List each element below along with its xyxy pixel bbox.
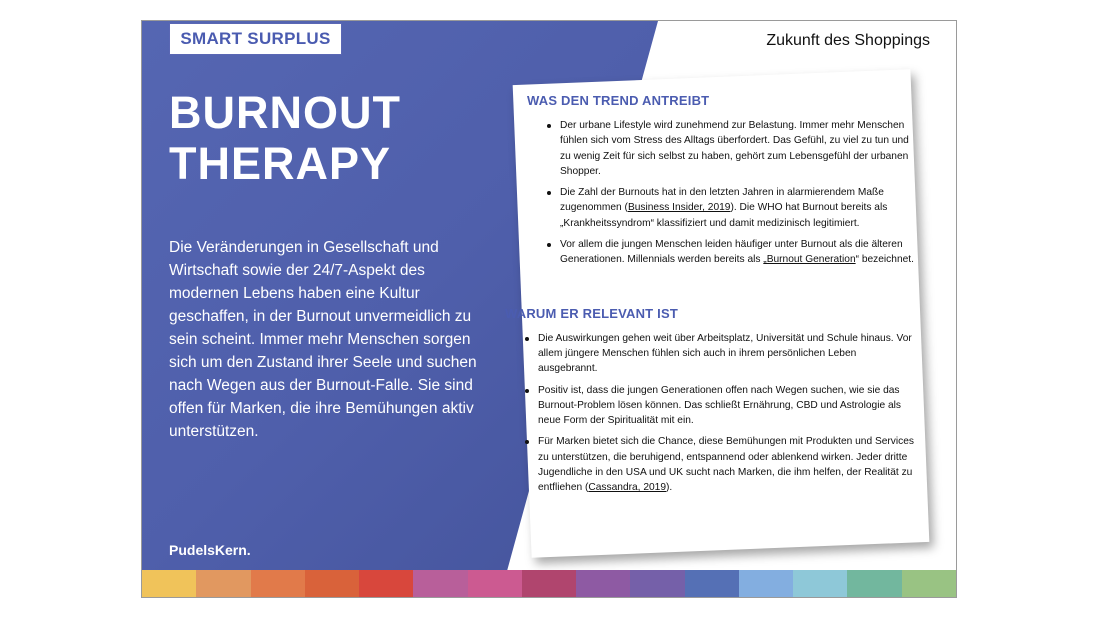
color-swatch (413, 570, 467, 597)
pudelskern-logo: PudelsKern. (169, 542, 251, 558)
source-link[interactable]: Cassandra, 2019 (588, 482, 666, 494)
color-swatch (847, 570, 901, 597)
text: Für Marken bietet sich die Chance, diese Bemühungen mit Produkten und Services zu unterstützen, die beruhigend, entspannend oder ablenkend wirken. Jeder dritte Jugendliche in den USA und UK sucht nach Marken, die ihm helfen, der Realität zu entfliehen ( (538, 436, 915, 494)
color-swatch (142, 570, 196, 597)
color-swatch (468, 570, 522, 597)
section-title: WARUM ER RELEVANT IST (505, 305, 678, 321)
color-swatch (902, 570, 956, 597)
main-title (169, 87, 401, 189)
bullet-list (527, 118, 925, 268)
list-item: Positiv ist, dass die jungen Generationen offen nach Wegen suchen, wie sie das Burnout-Problem lösen können. Das schließt Ernährung, CBD und Astrologie als neue Form der Spiritualität mit ein. (538, 383, 925, 429)
card-content (505, 93, 925, 502)
text: Vor allem die jungen Menschen leiden häufiger unter Burnout als die älteren Generationen. Millennials werden bereits als (560, 239, 903, 266)
source-link[interactable]: Business Insider, 2019 (627, 202, 731, 214)
brand-label: SMART SURPLUS (169, 23, 342, 55)
color-swatch (522, 570, 576, 597)
list-item: Der urbane Lifestyle wird zunehmend zur Belastung. Immer mehr Menschen fühlen sich vom Stress des Alltags überfordert. Das Gefühl, zu viel zu tun und zu wenig Zeit für sich selbst zu haben, gehört zum Lebensgefühl der urbanen Shopper. (560, 118, 925, 179)
bullet-list (505, 331, 925, 496)
color-strip (142, 570, 956, 597)
color-swatch (196, 570, 250, 597)
slide (141, 20, 957, 598)
header-title: Zukunft des Shoppings (766, 32, 930, 49)
color-swatch (576, 570, 630, 597)
section-title: WAS DEN TREND ANTREIBT (527, 93, 710, 108)
list-item (560, 185, 925, 231)
main-title-line2: THERAPY (169, 138, 392, 189)
list-item: Die Auswirkungen gehen weit über Arbeitsplatz, Universität und Schule hinaus. Vor allem jüngere Menschen fühlen sich auch in ihrem persönlichen Leben ausgebrannt. (538, 331, 925, 377)
color-swatch (251, 570, 305, 597)
text: Die Zahl der Burnouts hat in den letzten Jahren in alarmierendem Maße zugenommen ( (560, 187, 884, 214)
section-trend-drivers (527, 93, 925, 268)
color-swatch (359, 570, 413, 597)
text: “ bezeichnet. (855, 254, 914, 266)
main-title-line1: BURNOUT (169, 87, 401, 138)
list-item (560, 237, 925, 268)
source-link[interactable]: „Burnout Generation (763, 254, 856, 266)
color-swatch (630, 570, 684, 597)
text: ). (666, 482, 673, 494)
text: ). Die WHO hat Burnout bereits als „Krankheitssyndrom“ klassifiziert und damit medizinisch legitimiert. (560, 202, 888, 229)
color-swatch (685, 570, 739, 597)
intro-text: Die Veränderungen in Gesellschaft und Wirtschaft sowie der 24/7-Aspekt des modernen Lebens haben eine Kultur geschaffen, in der Burnout unvermeidlich zu sein scheint. Immer mehr Menschen sorgen sich um den Zustand ihrer Seele und suchen nach Wegen aus der Burnout-Falle. Sie sind offen für Marken, die ihre Bemühungen aktiv unterstützen. (169, 239, 477, 440)
section-relevance (505, 306, 925, 496)
list-item (538, 434, 925, 495)
color-swatch (739, 570, 793, 597)
color-swatch (305, 570, 359, 597)
color-swatch (793, 570, 847, 597)
